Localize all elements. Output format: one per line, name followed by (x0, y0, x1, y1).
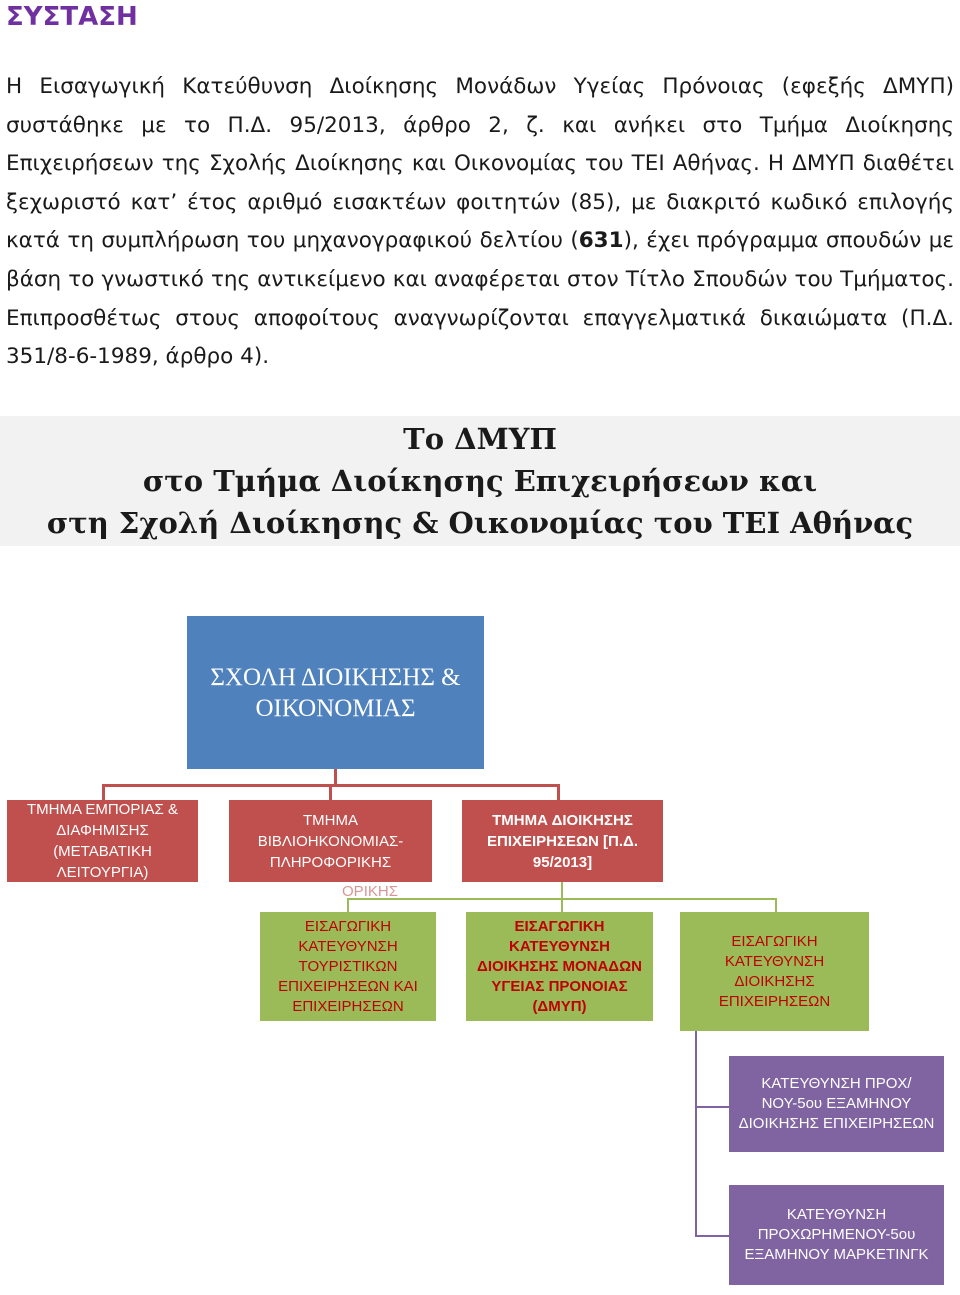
direction-business-label: ΕΙΣΑΓΩΓΙΚΗ ΚΑΤΕΥΘΥΝΣΗ ΔΙΟΙΚΗΣΗΣ ΕΠΙΧΕΙΡΗΣΕΩΝ (718, 932, 831, 1010)
banner-line-2: στο Τμήμα Διοίκησης Επιχειρήσεων και (142, 464, 818, 498)
paragraph-text-2: ), έχει πρόγραμμα σπουδών με βάση το γνωστικό της αντικείμενο και αναφέρεται στον Τίτλο Σπουδών του Τμήματος. Επιπροσθέτως στους αποφοίτους αναγνωρίζονται επαγγελματικά δικαιώματα (Π.Δ. 351/8-6-1989, άρθρο 4). (6, 228, 955, 370)
dept-commerce-label: ΤΜΗΜΑ ΕΜΠΟΡΙΑΣ & ΔΙΑΦΗΜΙΣΗΣ (ΜΕΤΑΒΑΤΙΚΗ ΛΕΙΤΟΥΡΓΙΑ) (27, 801, 178, 881)
selection-code: 631 (578, 228, 624, 254)
direction-tourism-box (260, 912, 436, 1021)
school-label: ΣΧΟΛΗ ΔΙΟΙΚΗΣΗΣ & ΟΙΚΟΝΟΜΙΑΣ (210, 663, 461, 722)
connector-dir2 (561, 898, 563, 912)
connector-sub-trunk (695, 1031, 697, 1236)
connector-dept2 (329, 784, 332, 801)
paragraph-text-1: Η Εισαγωγική Κατεύθυνση Διοίκησης Μονάδων Υγείας Πρόνοιας (εφεξής ΔΜΥΠ) συστάθηκε με το Π.Δ. 95/2013, άρθρο 2, ζ. και ανήκει στο Τμήμα Διοίκησης Επιχειρήσεων της Σχολής Διοίκησης και Οικονομίας του ΤΕΙ Αθήνας. Η ΔΜΥΠ διαθέτει ξεχωριστό κατ’ έτος αριθμό εισακτέων φοιτητών (85), με διακριτό κωδικό επιλογής κατά τη συμπλήρωση του μηχανογραφικού δελτίου ( (6, 74, 954, 254)
direction-tourism-label: ΕΙΣΑΓΩΓΙΚΗ ΚΑΤΕΥΘΥΝΣΗ ΤΟΥΡΙΣΤΙΚΩΝ ΕΠΙΧΕΙΡΗΣΕΩΝ ΚΑΙ ΕΠΙΧΕΙΡΗΣΕΩΝ (278, 917, 418, 1015)
section-heading: ΣΥΣΤΑΣΗ (6, 2, 138, 32)
connector-sub1 (695, 1106, 729, 1108)
dept-library-box (229, 800, 432, 882)
intro-paragraph (6, 68, 954, 377)
dept-library-label: ΤΜΗΜΑ ΒΙΒΛΙΟΗΚΟΝΟΜΙΑΣ-ΠΛΗΡΟΦΟΡΙΚΗΣ (257, 811, 404, 871)
direction-business-box (680, 912, 869, 1031)
direction-health-box (466, 912, 653, 1021)
connector-dir3 (775, 898, 777, 912)
dept-commerce-box (7, 800, 198, 882)
dept-business-box (462, 800, 663, 882)
banner-line-1: Το ΔΜΥΠ (403, 422, 557, 456)
connector-dir-stem (561, 881, 563, 899)
connector-dept3 (557, 784, 560, 801)
direction-health-label: ΕΙΣΑΓΩΓΙΚΗ ΚΑΤΕΥΘΥΝΣΗ ΔΙΟΙΚΗΣΗΣ ΜΟΝΑΔΩΝ ΥΓΕΙΑΣ ΠΡΟΝΟΙΑΣ (ΔΜΥΠ) (477, 917, 642, 1015)
banner-line-3: στη Σχολή Διοίκησης & Οικονομίας του ΤΕΙ Αθήνας (46, 506, 914, 540)
dept-library-overflow-text: ΟΡΙΚΗΣ (342, 883, 398, 900)
sub-direction-marketing-box (729, 1185, 944, 1285)
dept-business-label: ΤΜΗΜΑ ΔΙΟΙΚΗΣΗΣ ΕΠΙΧΕΙΡΗΣΕΩΝ [Π.Δ. 95/2013] (487, 811, 638, 871)
sub-direction-marketing-label: ΚΑΤΕΥΘΥΝΣΗ ΠΡΟΧΩΡΗΜΕΝΟΥ-5ου ΕΞΑΜΗΝΟΥ ΜΑΡΚΕΤΙΝΓΚ (744, 1206, 929, 1263)
school-box (187, 616, 484, 769)
sub-direction-management-box (729, 1056, 944, 1152)
sub-direction-management-label: ΚΑΤΕΥΘΥΝΣΗ ΠΡΟΧ/ΝΟΥ-5ου ΕΞΑΜΗΝΟΥ ΔΙΟΙΚΗΣΗΣ ΕΠΙΧΕΙΡΗΣΕΩΝ (738, 1075, 935, 1132)
connector-root-stem (334, 769, 337, 785)
connector-sub2 (695, 1235, 729, 1237)
title-banner (0, 416, 960, 546)
